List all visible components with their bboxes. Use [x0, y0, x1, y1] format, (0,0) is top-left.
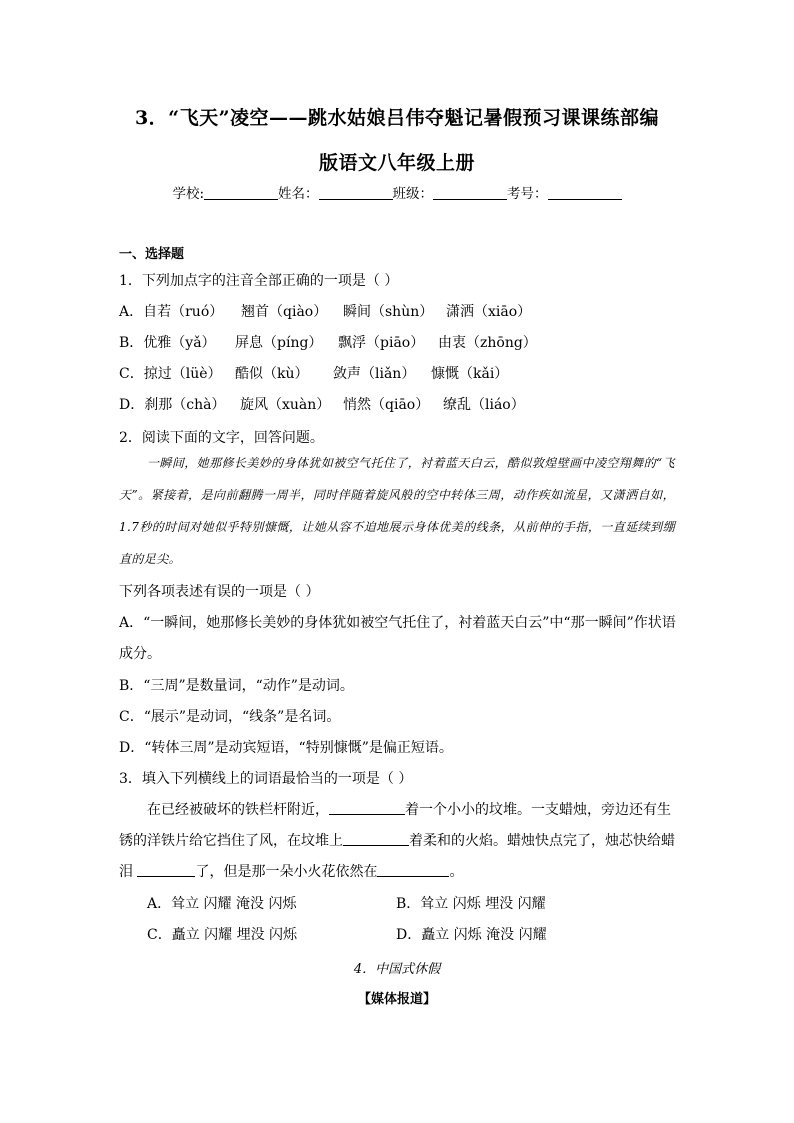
q3-stem: 3．填入下列横线上的词语最恰当的一项是（ ） [119, 771, 413, 787]
q1-option-b-3: 飘浮（piāo） [338, 335, 425, 351]
q3-option-a: A．耸立 闪耀 淹没 闪烁 [147, 896, 297, 912]
q1-option-c-2: 酷似（kù） [235, 366, 309, 382]
class-field[interactable] [433, 186, 507, 200]
q1-option-d-3: 悄然（qiāo） [343, 397, 430, 413]
q3-blank-3[interactable] [137, 864, 195, 877]
q3-text-3a: 泪 [119, 864, 138, 880]
q2-option-a-line2: 成分。 [119, 646, 161, 662]
exam-number-label: 考号： [507, 186, 548, 202]
q2-option-b: B．“三周”是数量词，“动作”是动词。 [119, 678, 354, 694]
q1-option-a-4: 潇洒（xiāo） [446, 304, 532, 320]
q1-option-c-1: C．掠过（lüè） [119, 366, 222, 382]
q1-option-d-1: D．刹那（chà） [119, 397, 226, 413]
name-field[interactable] [319, 186, 393, 200]
q2-passage [119, 447, 675, 575]
q3-option-c: C．矗立 闪耀 埋没 闪烁 [147, 927, 298, 943]
q1-option-c-3: 敛声（liǎn） [333, 366, 416, 382]
q3-option-d: D．矗立 闪烁 淹没 闪耀 [396, 927, 547, 943]
q3-text-2a: 锈的洋铁片给它挡住了风，在坟堆上 [119, 833, 343, 849]
q1-option-b-4: 由衷（zhōng） [438, 335, 537, 351]
q1-option-a-2: 翘首（qiào） [241, 304, 328, 320]
q1-stem: 1．下列加点字的注音全部正确的一项是（ ） [119, 273, 399, 289]
q4-subtitle: 【媒体报道】 [357, 992, 436, 1007]
q4-title: 4．中国式休假 [353, 962, 441, 977]
section-heading: 一、选择题 [119, 247, 185, 262]
q3-passage-line1 [147, 799, 671, 819]
q2-stem: 2．阅读下面的文字，回答问题。 [119, 430, 324, 446]
q2-option-d: D．“转体三周”是动宾短语，“特别慷慨”是偏正短语。 [119, 740, 453, 756]
exam-number-field[interactable] [548, 186, 622, 200]
name-label: 姓名： [278, 186, 319, 202]
q3-option-b: B．耸立 闪烁 埋没 闪耀 [396, 896, 546, 912]
q3-text-3c: 。 [449, 864, 464, 880]
q3-text-1a: 在已经被破坏的铁栏杆附近， [147, 802, 329, 818]
page-title-line1: 3．“飞天”凌空——跳水姑娘吕伟夺魁记暑假预习课课练部编 [134, 107, 660, 129]
q3-blank-4[interactable] [377, 864, 449, 877]
q3-text-1b: 着一个小小的坟堆。一支蜡烛，旁边还有生 [405, 802, 671, 818]
q3-passage-line3 [119, 861, 463, 881]
q1-option-d-2: 旋风（xuàn） [240, 397, 331, 413]
q3-passage-line2 [119, 830, 675, 850]
q2-passage-text: 一瞬间，她那修长美妙的身体犹如被空气托住了，衬着蓝天白云，酷似敦煌壁画中凌空翔舞的“飞天”。紧接着，是向前翻腾一周半，同时伴随着旋风般的空中转体三周，动作疾如流星，又潇洒自如，1.7秒的时间对她似乎特别慷慨，让她从容不迫地展示身体优美的线条，从前伸的手指，一直延续到绷直的足尖。 [119, 456, 675, 566]
q2-option-c: C．“展示”是动词，“线条”是名词。 [119, 709, 341, 725]
school-label: 学校: [172, 186, 205, 202]
q2-option-a-line1: A．“一瞬间，她那修长美妙的身体犹如被空气托住了，衬着蓝天白云”中“那一瞬间”作状语 [119, 615, 676, 631]
q3-blank-1[interactable] [329, 802, 405, 815]
q2-question: 下列各项表述有误的一项是（ ） [119, 584, 320, 600]
q1-option-a-3: 瞬间（shùn） [343, 304, 434, 320]
student-info-row [0, 182, 794, 202]
q3-text-3b: 了，但是那一朵小火花依然在 [195, 864, 378, 880]
q1-option-a-1: A．自若（ruó） [119, 304, 224, 320]
q1-option-b-1: B．优雅（yǎ） [119, 335, 216, 351]
school-field[interactable] [204, 186, 278, 200]
class-label: 班级： [392, 186, 434, 202]
q1-option-d-4: 缭乱（liáo） [443, 397, 525, 413]
page-title-line2: 版语文八年级上册 [318, 152, 475, 174]
q3-text-2b: 着柔和的火焰。蜡烛快点完了，烛芯快给蜡 [409, 833, 675, 849]
q1-option-b-2: 屏息（píng） [235, 335, 323, 351]
q3-blank-2[interactable] [343, 833, 409, 846]
q1-option-c-4: 慷慨（kǎi） [431, 366, 509, 382]
